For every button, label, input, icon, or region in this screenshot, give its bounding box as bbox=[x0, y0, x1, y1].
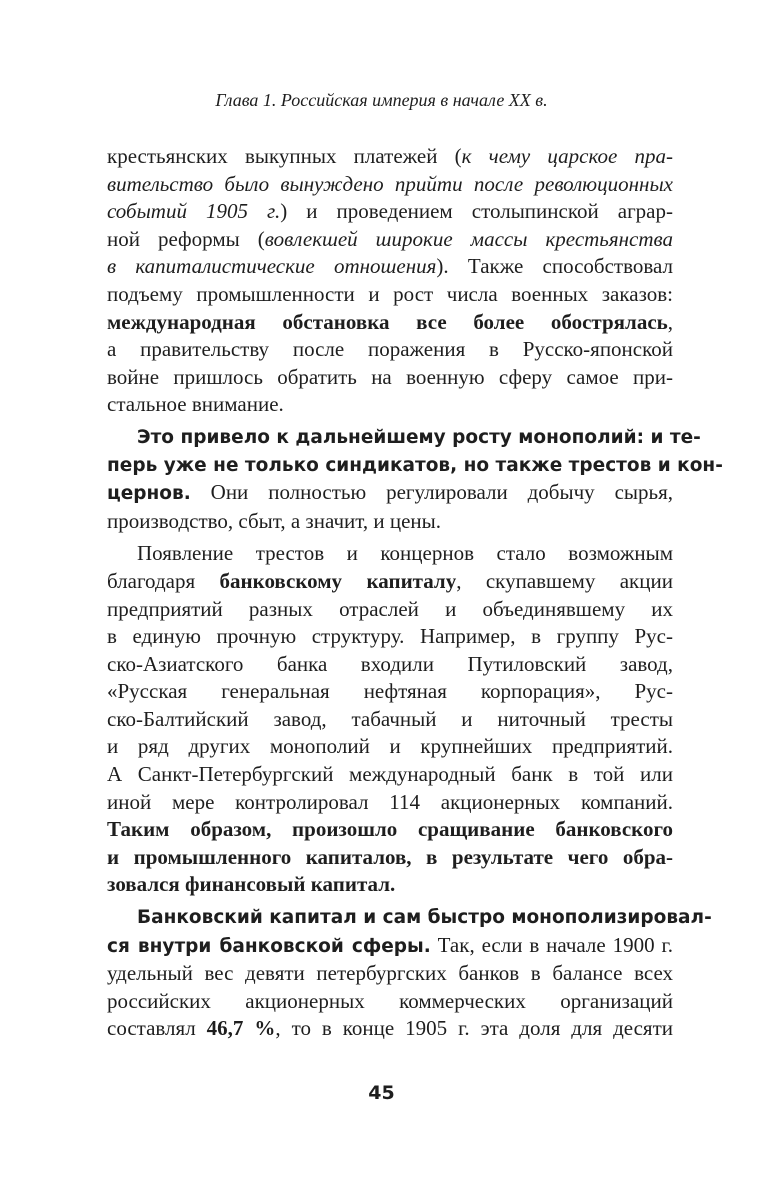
running-title: Глава 1. Российская империя в начале XX в. bbox=[215, 90, 548, 110]
text-line: предприятий разных отраслей и объединявшему их bbox=[107, 596, 673, 621]
page-number: 45 bbox=[368, 1082, 395, 1104]
text-line: крестьянских выкупных платежей (к чему царское пра- bbox=[107, 144, 674, 168]
text-line: подъему промышленности и рост числа военных заказов: bbox=[107, 281, 673, 306]
text-line: цернов. Они полностью регулировали добычу сырья, bbox=[107, 480, 673, 505]
text-line bbox=[107, 871, 673, 899]
bold-text: зовался финансовый капитал. bbox=[107, 872, 396, 897]
text-line: перь уже не только синдикатов, но также трестов и кон- bbox=[107, 454, 723, 476]
paragraph bbox=[107, 540, 673, 899]
text-line bbox=[107, 171, 673, 199]
text-line: ся внутри банковской сферы. Так, если в начале 1900 г. bbox=[107, 932, 673, 957]
text-line: иной мере контролировал 114 акционерных компаний. bbox=[107, 789, 673, 814]
italic-text: событий 1905 г. bbox=[107, 199, 281, 224]
text-line: международная обстановка все более обострялась, bbox=[107, 309, 673, 334]
text-line: Это привело к дальнейшему росту монополий: и те- bbox=[137, 426, 701, 448]
text-line bbox=[107, 844, 673, 872]
bold-text: банковскому капиталу bbox=[219, 568, 457, 593]
text-line: событий 1905 г.) и проведением столыпинской аграр- bbox=[107, 199, 674, 224]
paragraph bbox=[107, 904, 712, 1043]
text-line: производство, сбыт, а значит, и цены. bbox=[107, 508, 441, 533]
text-line: войне пришлось обратить на военную сферу самое при- bbox=[107, 364, 673, 389]
text-line bbox=[107, 816, 673, 844]
text-line: А Санкт-Петербургский международный банк в той или bbox=[107, 762, 673, 787]
bold-text: Таким образом, произошло сращивание банковского bbox=[107, 817, 673, 842]
text-line: а правительству после поражения в Русско-японской bbox=[107, 337, 673, 362]
text-line: в единую прочную структуру. Например, в группу Рус- bbox=[107, 624, 673, 649]
text-line: благодаря банковскому капиталу, скупавшему акции bbox=[107, 568, 673, 593]
bold-text: цернов. bbox=[107, 483, 191, 505]
text-line: ной реформы (вовлекшей широкие массы крестьянства bbox=[107, 226, 673, 251]
bold-text: международная обстановка все более обострялась bbox=[107, 309, 668, 334]
text-line: российских акционерных коммерческих организаций bbox=[107, 988, 673, 1013]
text-line: ско-Балтийский завод, табачный и ниточный тресты bbox=[107, 706, 673, 731]
text-line: ско-Азиатского банка входили Путиловский завод, bbox=[107, 651, 673, 676]
text-line: Появление трестов и концернов стало возможным bbox=[137, 541, 673, 566]
text-line: составлял 46,7 %, то в конце 1905 г. эта доля для десяти bbox=[107, 1016, 674, 1041]
italic-text: к чему царское пра- bbox=[461, 144, 674, 168]
bold-text: ся внутри банковской сферы. bbox=[107, 935, 431, 957]
text-line: стальное внимание. bbox=[107, 392, 284, 417]
text-line: и ряд других монополий и крупнейших предприятий. bbox=[107, 734, 673, 759]
paragraph bbox=[107, 424, 723, 535]
text-line: «Русская генеральная нефтяная корпорация», Рус- bbox=[107, 679, 673, 704]
text-line: в капиталистические отношения). Также способствовал bbox=[107, 254, 673, 279]
body-text bbox=[107, 143, 723, 1043]
bold-text: и промышленного капиталов, в результате чего обра- bbox=[107, 844, 673, 869]
bold-text: 46,7 % bbox=[206, 1016, 276, 1041]
text-line: Банковский капитал и сам быстро монополизировал- bbox=[137, 907, 712, 929]
italic-text: вовлекшей широкие массы крестьянства bbox=[264, 226, 673, 251]
text-line: удельный вес девяти петербургских банков в балансе всех bbox=[107, 961, 673, 986]
italic-text: в капиталистические отношения bbox=[107, 254, 437, 279]
paragraph bbox=[107, 143, 673, 419]
italic-text: вительство было вынуждено прийти после революционных bbox=[107, 171, 673, 196]
